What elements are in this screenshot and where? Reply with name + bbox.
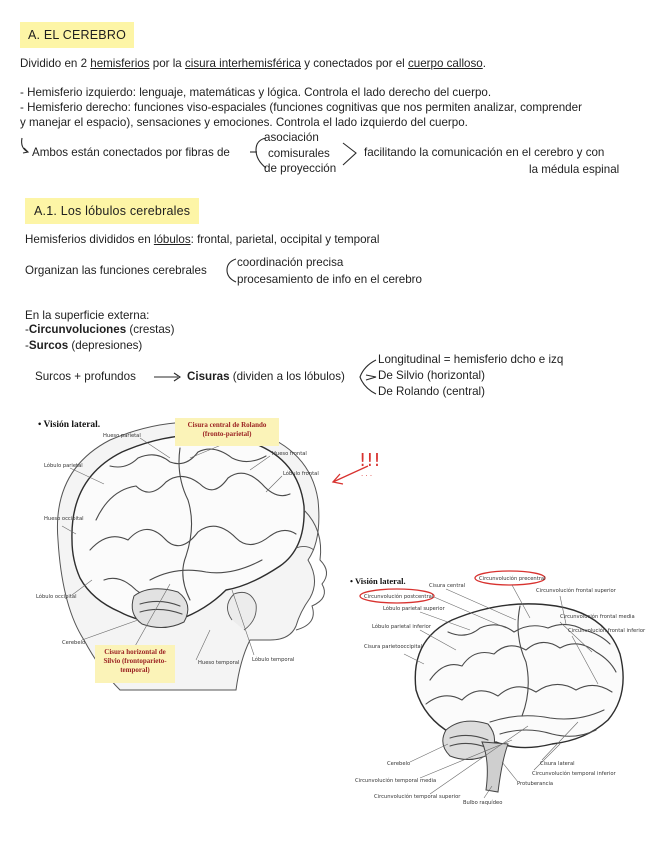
label-cerebelo: Cerebelo — [62, 640, 86, 646]
leader-protuberancia — [502, 762, 518, 782]
cisura-longitudinal: Longitudinal = hemisferio dcho e izq — [378, 353, 564, 366]
silvio-box-line-1: Cisura horizontal de — [104, 648, 166, 656]
rolando-box-line-2: (fronto-parietal) — [202, 430, 252, 438]
term-surcos: Surcos — [28, 339, 69, 352]
cisura-rolando: De Rolando (central) — [378, 385, 485, 398]
label-hueso-occipital: Hueso occipital — [44, 516, 84, 522]
annotation-dots: · · · — [361, 472, 373, 480]
intro-mid2: y conectados por el — [300, 57, 408, 70]
label-hueso-frontal: Hueso frontal — [272, 451, 307, 457]
label-hueso-temporal: Hueso temporal — [198, 660, 240, 666]
fibers-result-1: facilitando la comunicación en el cerebro y con — [364, 146, 605, 159]
label-circ-frontal-inf: Circunvolución frontal inferior — [568, 628, 646, 634]
functions-lead: Organizan las funciones cerebrales — [25, 264, 207, 277]
label-circ-frontal-sup: Circunvolución frontal superior — [536, 588, 616, 594]
fiber-type-proyeccion: de proyección — [264, 162, 337, 175]
label-cisura-central: Cisura central — [429, 583, 466, 589]
surface-circunvoluciones: -Circunvoluciones (crestas) — [25, 323, 175, 336]
section-a-title-text: A. EL CEREBRO — [28, 28, 126, 42]
intro-mid1: por la — [149, 57, 185, 70]
label-circ-temp-media: Circunvolución temporal media — [355, 778, 437, 784]
label-lob-parietal-inf: Lóbulo parietal inferior — [372, 624, 431, 630]
label-circ-frontal-media: Circunvolución frontal media — [560, 614, 635, 620]
left-hemisphere-line: - Hemisferio izquierdo: lenguaje, matemáticas y lógica. Controla el lado derecho del cuerpo. — [20, 86, 492, 99]
cisura-silvio: De Silvio (horizontal) — [378, 369, 485, 382]
right-hemisphere-line-2: y manejar el espacio), sensaciones y emociones. Controla el lado izquierdo del cuerpo. — [20, 116, 468, 129]
surface-heading: En la superficie externa: — [25, 309, 150, 322]
section-a1-title-text: A.1. Los lóbulos cerebrales — [34, 204, 191, 218]
surface-surcos: -Surcos (depresiones) — [25, 339, 143, 352]
label-bulbo: Bulbo raquídeo — [463, 800, 503, 806]
function-item-procesamiento: procesamiento de info en el cerebro — [237, 273, 422, 286]
term-cisura-interhemisferica: cisura interhemisférica — [184, 57, 301, 70]
label-lobulo-temporal: Lóbulo temporal — [252, 657, 295, 663]
term-cuerpo-calloso: cuerpo calloso — [407, 57, 483, 70]
circ-rest: (crestas) — [126, 323, 175, 336]
fibers-result-2: la médula espinal — [529, 163, 620, 176]
label-lobulo-parietal: Lóbulo parietal — [44, 463, 83, 469]
silvio-box-line-2: Silvio (frontoparieto- — [103, 657, 167, 665]
term-cisuras: Cisuras — [187, 370, 230, 383]
silvio-box-line-3: temporal) — [120, 666, 150, 674]
term-hemisferios: hemisferios — [90, 57, 150, 70]
label-circ-postcentral: Circunvolución postcentral — [364, 594, 434, 600]
function-item-coordinacion: coordinación precisa — [237, 256, 344, 269]
label-hueso-parietal: Hueso parietal — [103, 433, 141, 439]
intro-pre: Dividido en 2 — [20, 57, 91, 70]
term-circunvoluciones: Circunvoluciones — [28, 323, 127, 336]
surcos-rest: (depresiones) — [68, 339, 143, 352]
annotation-exclamation: !!! — [359, 450, 381, 471]
fiber-type-comisurales: comisurales — [268, 147, 330, 160]
label-lobulo-frontal: Lóbulo frontal — [283, 471, 319, 477]
figure-2-title: • Visión lateral. — [350, 576, 406, 586]
label-protuberancia: Protuberancia — [517, 781, 554, 787]
lobes-post: : frontal, parietal, occipital y temporal — [190, 233, 380, 246]
leader-cerebelo-2 — [410, 744, 448, 762]
right-hemisphere-line-1: - Hemisferio derecho: funciones viso-espaciales (funciones cognitivas que nos permiten analizar, comprender — [20, 101, 582, 114]
fiber-type-asociacion: asociación — [264, 131, 319, 144]
fibers-lead: Ambos están conectados por fibras de — [32, 146, 230, 159]
label-cisura-lateral: Cisura lateral — [540, 761, 575, 767]
label-cisura-parieto: Cisura parietooccipital — [364, 644, 423, 650]
label-lob-parietal-sup: Lóbulo parietal superior — [383, 606, 445, 612]
label-circ-temp-inf: Circunvolución temporal inferior — [532, 771, 616, 777]
label-cerebelo-2: Cerebelo — [387, 761, 411, 767]
brainstem-shape — [482, 742, 508, 792]
label-circ-precentral: Circunvolución precentral — [479, 576, 546, 582]
brain-2-outline — [415, 604, 623, 748]
label-circ-temp-sup: Circunvolución temporal superior — [374, 794, 461, 800]
term-lobulos: lóbulos — [153, 233, 191, 246]
cisuras-lead: Surcos + profundos — [35, 370, 136, 383]
intro-post: . — [482, 57, 486, 70]
label-lobulo-occipital: Lóbulo occipital — [36, 594, 77, 600]
figure-1-title: • Visión lateral. — [38, 420, 101, 430]
lobes-pre: Hemisferios divididos en — [25, 233, 154, 246]
cisuras-rest: (dividen a los lóbulos) — [229, 370, 345, 383]
rolando-box-line-1: Cisura central de Rolando — [187, 421, 267, 429]
